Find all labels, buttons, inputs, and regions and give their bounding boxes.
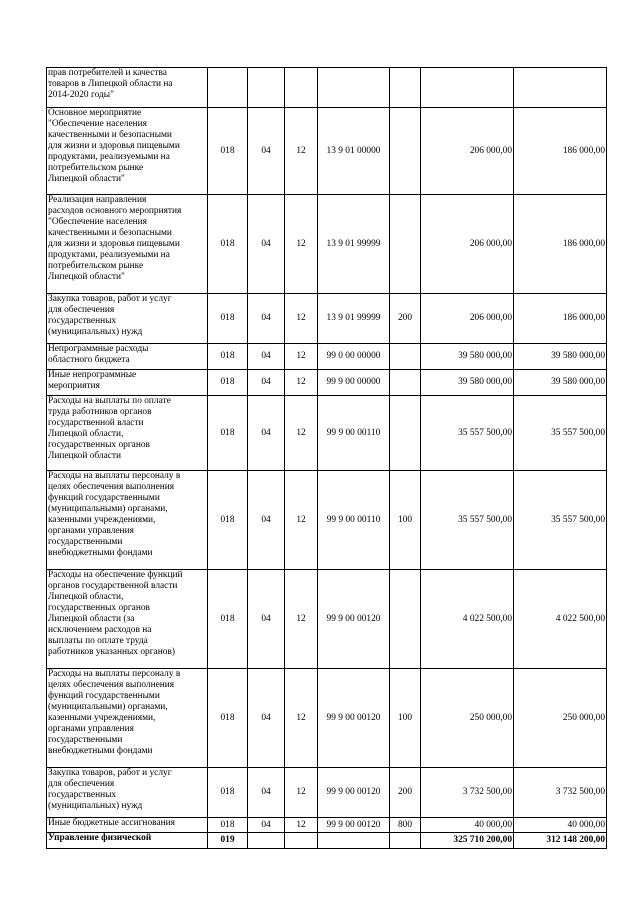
amount-1-cell xyxy=(421,68,514,108)
amount-1-cell: 206 000,00 xyxy=(421,294,514,344)
code-csr-cell: 13 9 01 99999 xyxy=(318,195,390,294)
amount-1-cell: 206 000,00 xyxy=(421,195,514,294)
table-row xyxy=(47,370,607,396)
code-pr-cell: 12 xyxy=(285,108,318,195)
table-row xyxy=(47,344,607,370)
code-csr-cell: 99 9 00 00000 xyxy=(318,370,390,396)
code-csr-cell xyxy=(318,833,390,849)
amount-1-cell: 4 022 500,00 xyxy=(421,570,514,669)
item-name-cell: Управление физической xyxy=(47,833,208,849)
table-row xyxy=(47,833,607,849)
code-ved-cell: 018 xyxy=(208,108,248,195)
code-rz-cell: 04 xyxy=(248,108,285,195)
code-vr-cell xyxy=(390,68,421,108)
amount-1-cell: 35 557 500,00 xyxy=(421,471,514,570)
code-rz-cell: 04 xyxy=(248,370,285,396)
amount-2-cell: 186 000,00 xyxy=(514,294,607,344)
item-name-cell: Расходы на обеспечение функций органов государственной власти Липецкой области, государственных органов Липецкой области (за исключением расходов на выплаты по оплате труда работников указанных органов) xyxy=(47,570,208,669)
amount-1-cell: 35 557 500,00 xyxy=(421,396,514,471)
item-name-cell: Реализация направления расходов основного мероприятия "Обеспечение населения качественными и безопасными для жизни и здоровья пищевыми продуктами, реализуемыми на потребительском рынке Липецкой области" xyxy=(47,195,208,294)
item-name-cell: Непрограммные расходы областного бюджета xyxy=(47,344,208,370)
code-ved-cell: 018 xyxy=(208,370,248,396)
code-rz-cell: 04 xyxy=(248,396,285,471)
code-ved-cell: 018 xyxy=(208,195,248,294)
amount-2-cell: 4 022 500,00 xyxy=(514,570,607,669)
code-ved-cell: 018 xyxy=(208,570,248,669)
table-row xyxy=(47,195,607,294)
code-ved-cell: 019 xyxy=(208,833,248,849)
amount-2-cell: 35 557 500,00 xyxy=(514,396,607,471)
code-vr-cell xyxy=(390,344,421,370)
code-ved-cell: 018 xyxy=(208,396,248,471)
code-pr-cell: 12 xyxy=(285,370,318,396)
code-csr-cell: 13 9 01 99999 xyxy=(318,294,390,344)
code-ved-cell xyxy=(208,68,248,108)
code-rz-cell: 04 xyxy=(248,570,285,669)
code-rz-cell: 04 xyxy=(248,471,285,570)
code-ved-cell: 018 xyxy=(208,294,248,344)
code-csr-cell: 99 9 00 00110 xyxy=(318,471,390,570)
code-pr-cell xyxy=(285,68,318,108)
code-pr-cell: 12 xyxy=(285,768,318,818)
code-csr-cell: 99 9 00 00120 xyxy=(318,570,390,669)
code-pr-cell: 12 xyxy=(285,669,318,768)
code-ved-cell: 018 xyxy=(208,344,248,370)
code-pr-cell: 12 xyxy=(285,195,318,294)
code-pr-cell: 12 xyxy=(285,396,318,471)
code-vr-cell xyxy=(390,370,421,396)
amount-2-cell: 40 000,00 xyxy=(514,818,607,833)
code-vr-cell: 200 xyxy=(390,768,421,818)
item-name-cell: Основное мероприятие "Обеспечение населения качественными и безопасными для жизни и здоровья пищевыми продуктами, реализуемыми на потребительском рынке Липецкой области" xyxy=(47,108,208,195)
code-csr-cell: 13 9 01 00000 xyxy=(318,108,390,195)
code-pr-cell xyxy=(285,833,318,849)
table-row xyxy=(47,108,607,195)
item-name-cell: Расходы на выплаты по оплате труда работников органов государственной власти Липецкой области, государственных органов Липецкой области xyxy=(47,396,208,471)
code-ved-cell: 018 xyxy=(208,818,248,833)
code-pr-cell: 12 xyxy=(285,570,318,669)
code-ved-cell: 018 xyxy=(208,471,248,570)
code-vr-cell xyxy=(390,195,421,294)
table-row xyxy=(47,471,607,570)
code-ved-cell: 018 xyxy=(208,669,248,768)
item-name-cell: Иные непрограммные мероприятия xyxy=(47,370,208,396)
code-rz-cell xyxy=(248,833,285,849)
table-row xyxy=(47,768,607,818)
code-vr-cell: 200 xyxy=(390,294,421,344)
code-vr-cell xyxy=(390,570,421,669)
item-name-cell: Расходы на выплаты персоналу в целях обеспечения выполнения функций государственными (муниципальными) органами, казенными учреждениями, органами управления государственными внебюджетными фондами xyxy=(47,669,208,768)
code-vr-cell: 100 xyxy=(390,669,421,768)
amount-1-cell: 39 580 000,00 xyxy=(421,344,514,370)
item-name-cell: Закупка товаров, работ и услуг для обеспечения государственных (муниципальных) нужд xyxy=(47,768,208,818)
table-row xyxy=(47,669,607,768)
table-row xyxy=(47,294,607,344)
code-pr-cell: 12 xyxy=(285,818,318,833)
code-rz-cell: 04 xyxy=(248,818,285,833)
item-name-cell: Иные бюджетные ассигнования xyxy=(47,818,208,833)
amount-1-cell: 39 580 000,00 xyxy=(421,370,514,396)
code-csr-cell: 99 9 00 00120 xyxy=(318,768,390,818)
amount-2-cell xyxy=(514,68,607,108)
code-vr-cell: 100 xyxy=(390,471,421,570)
code-csr-cell xyxy=(318,68,390,108)
code-rz-cell: 04 xyxy=(248,195,285,294)
code-pr-cell: 12 xyxy=(285,294,318,344)
code-ved-cell: 018 xyxy=(208,768,248,818)
budget-table xyxy=(46,67,607,849)
amount-2-cell: 250 000,00 xyxy=(514,669,607,768)
code-csr-cell: 99 9 00 00120 xyxy=(318,669,390,768)
amount-2-cell: 39 580 000,00 xyxy=(514,344,607,370)
amount-2-cell: 3 732 500,00 xyxy=(514,768,607,818)
code-vr-cell xyxy=(390,833,421,849)
code-pr-cell: 12 xyxy=(285,471,318,570)
code-csr-cell: 99 0 00 00000 xyxy=(318,344,390,370)
code-vr-cell xyxy=(390,396,421,471)
amount-2-cell: 186 000,00 xyxy=(514,195,607,294)
code-rz-cell xyxy=(248,68,285,108)
code-vr-cell: 800 xyxy=(390,818,421,833)
code-pr-cell: 12 xyxy=(285,344,318,370)
amount-1-cell: 206 000,00 xyxy=(421,108,514,195)
amount-1-cell: 40 000,00 xyxy=(421,818,514,833)
item-name-cell: Закупка товаров, работ и услуг для обеспечения государственных (муниципальных) нужд xyxy=(47,294,208,344)
table-row xyxy=(47,68,607,108)
code-rz-cell: 04 xyxy=(248,768,285,818)
code-rz-cell: 04 xyxy=(248,669,285,768)
amount-2-cell: 39 580 000,00 xyxy=(514,370,607,396)
code-vr-cell xyxy=(390,108,421,195)
code-csr-cell: 99 9 00 00120 xyxy=(318,818,390,833)
code-rz-cell: 04 xyxy=(248,294,285,344)
code-rz-cell: 04 xyxy=(248,344,285,370)
amount-2-cell: 312 148 200,00 xyxy=(514,833,607,849)
amount-1-cell: 325 710 200,00 xyxy=(421,833,514,849)
amount-1-cell: 3 732 500,00 xyxy=(421,768,514,818)
table-row xyxy=(47,570,607,669)
table-row xyxy=(47,396,607,471)
item-name-cell: прав потребителей и качества товаров в Липецкой области на 2014-2020 годы" xyxy=(47,68,208,108)
amount-1-cell: 250 000,00 xyxy=(421,669,514,768)
amount-2-cell: 186 000,00 xyxy=(514,108,607,195)
item-name-cell: Расходы на выплаты персоналу в целях обеспечения выполнения функций государственными (муниципальными) органами, казенными учреждениями, органами управления государственными внебюджетными фондами xyxy=(47,471,208,570)
amount-2-cell: 35 557 500,00 xyxy=(514,471,607,570)
code-csr-cell: 99 9 00 00110 xyxy=(318,396,390,471)
table-row xyxy=(47,818,607,833)
